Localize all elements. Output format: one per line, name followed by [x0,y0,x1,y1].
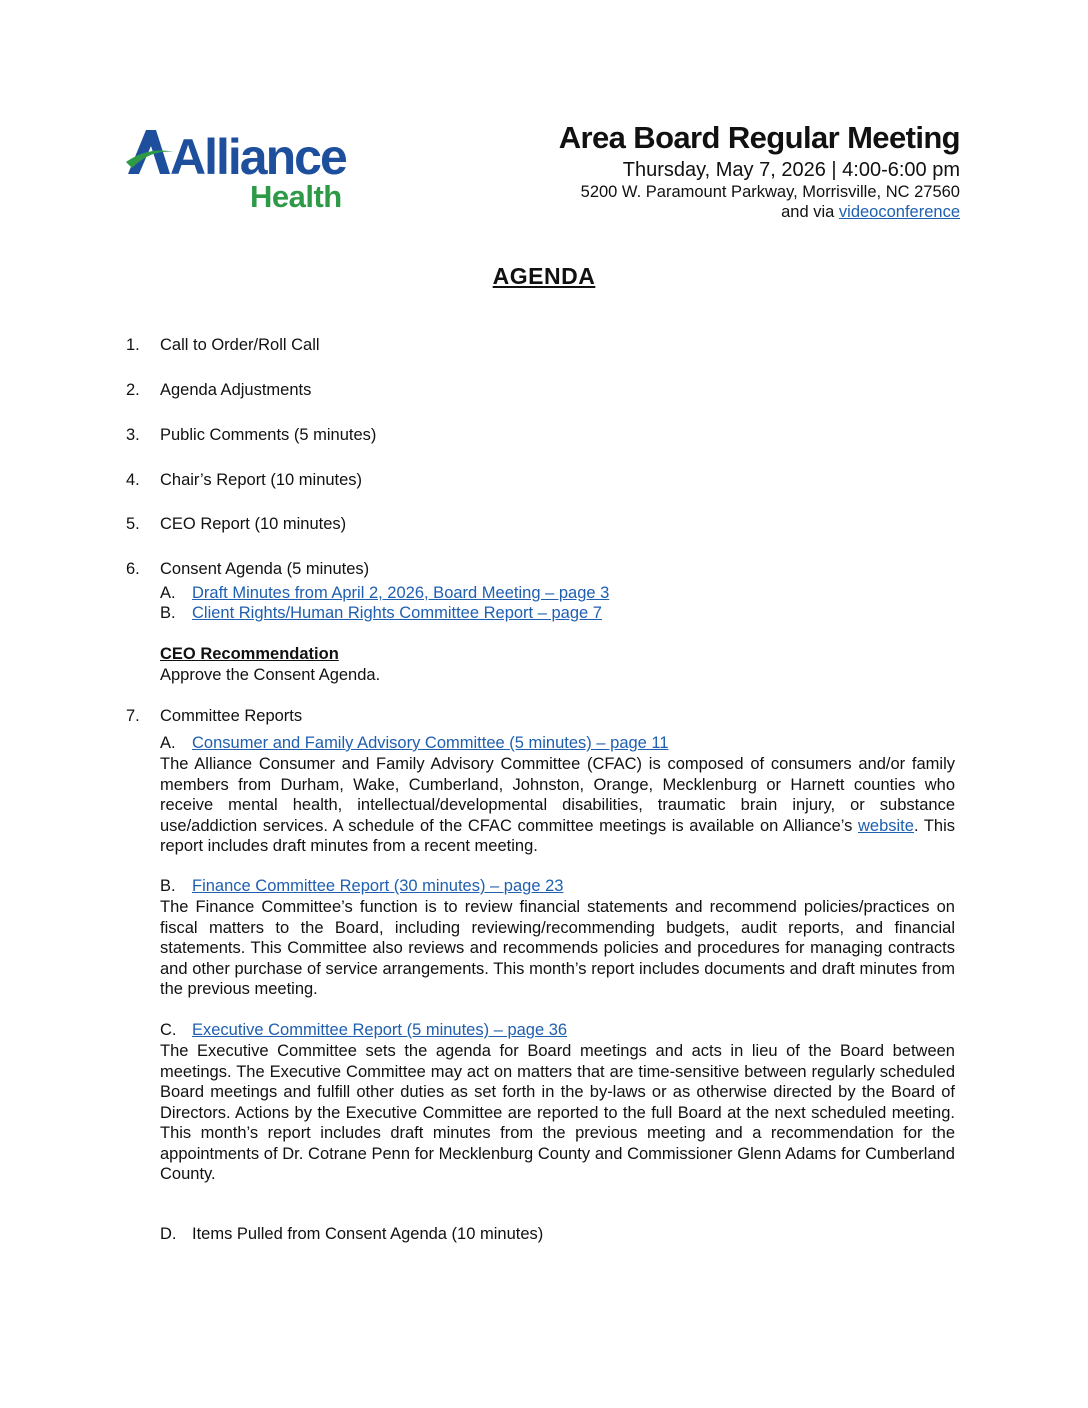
meeting-address: 5200 W. Paramount Parkway, Morrisville, NC 27560 [580,183,960,201]
logo-text-health: Health [250,179,342,210]
draft-minutes-link[interactable]: Draft Minutes from April 2, 2026, Board Meeting – page 3 [192,584,610,602]
agenda-item-ceo-report: CEO Report (10 minutes) [160,515,347,533]
sub-letter: B. [160,604,176,622]
item-number: 7. [126,707,140,725]
agenda-item-consent-agenda: Consent Agenda (5 minutes) [160,560,370,578]
website-link[interactable]: website [857,816,914,835]
item-number: 5. [126,515,140,533]
client-rights-link[interactable]: Client Rights/Human Rights Committee Report – page 7 [192,604,602,622]
item-number: 4. [126,471,140,489]
ceo-recommendation-text: Approve the Consent Agenda. [160,666,381,684]
meeting-via [360,202,960,222]
executive-description: The Executive Committee sets the agenda for Board meetings and acts in lieu of the Board between meetings. The Executive Committee may act on matters that are time-sensitive between regularly scheduled Board meetings and fulfill other duties as set forth in the by-laws or as otherwise directed by the Board of Directors. Actions by the Executive Committee are reported to the full Board at the next scheduled meeting. This month’s report includes draft minutes from the previous meeting and a recommendation for the appointments of Dr. Cotrane Penn for Mecklenburg County and Commissioner Glenn Adams for Cumberland County. [160,1042,955,1183]
sub-letter: D. [160,1225,177,1243]
item-number: 3. [126,426,140,444]
executive-report-link[interactable]: Executive Committee Report (5 minutes) – page 36 [192,1021,568,1039]
agenda-item-adjustments: Agenda Adjustments [160,381,312,399]
meeting-title: Area Board Regular Meeting [558,120,960,155]
sub-letter: A. [160,584,176,602]
ceo-recommendation-heading: CEO Recommendation [160,645,339,663]
agenda-item-committee-reports: Committee Reports [160,707,303,725]
item-number: 6. [126,560,140,578]
sub-letter: C. [160,1021,177,1039]
logo-graphic [126,126,358,210]
alliance-health-logo [126,126,358,210]
finance-description: The Finance Committee’s function is to review financial statements and recommend policies/practices on fiscal matters to the Board, including reviewing/recommending budgets, audit reports, and financial statements. This Committee also reviews and recommends policies and procedures for managing contracts and other purchase of service arrangements. This month’s report includes documents and draft minutes from the previous meeting. [160,898,955,998]
item-number: 1. [126,336,140,354]
agenda-item-public-comments: Public Comments (5 minutes) [160,426,377,444]
cfac-description [160,754,955,857]
cfac-text-2: . This report includes draft minutes from a recent meeting. [160,816,955,855]
agenda-item-chairs-report: Chair’s Report (10 minutes) [160,471,363,489]
cfac-report-link[interactable]: Consumer and Family Advisory Committee (5 minutes) – page 11 [192,734,669,752]
meeting-date: Thursday, May 7, 2026 | 4:00-6:00 pm [622,159,960,181]
agenda-item-call-to-order: Call to Order/Roll Call [160,336,320,354]
sub-letter: B. [160,877,176,895]
videoconference-link[interactable]: videoconference [838,203,960,221]
meeting-header [360,120,960,222]
via-prefix: and via [781,203,839,221]
sub-letter: A. [160,734,176,752]
item-number: 2. [126,381,140,399]
logo-text-alliance: Alliance [170,129,346,185]
items-pulled-from-consent: Items Pulled from Consent Agenda (10 minutes) [192,1225,544,1243]
finance-report-link[interactable]: Finance Committee Report (30 minutes) – page 23 [192,877,564,895]
cfac-text-1: The Alliance Consumer and Family Advisory Committee (CFAC) is composed of consumers and/or family members from Durham, Wake, Cumberland, Johnston, Orange, Mecklenburg or Harnett counties who receive mental health, intellectual/developmental disabilities, traumatic brain injury, or substance use/addiction services. A schedule of the CFAC committee meetings is available on Alliance’s [160,755,955,835]
agenda-heading: AGENDA [492,263,596,289]
